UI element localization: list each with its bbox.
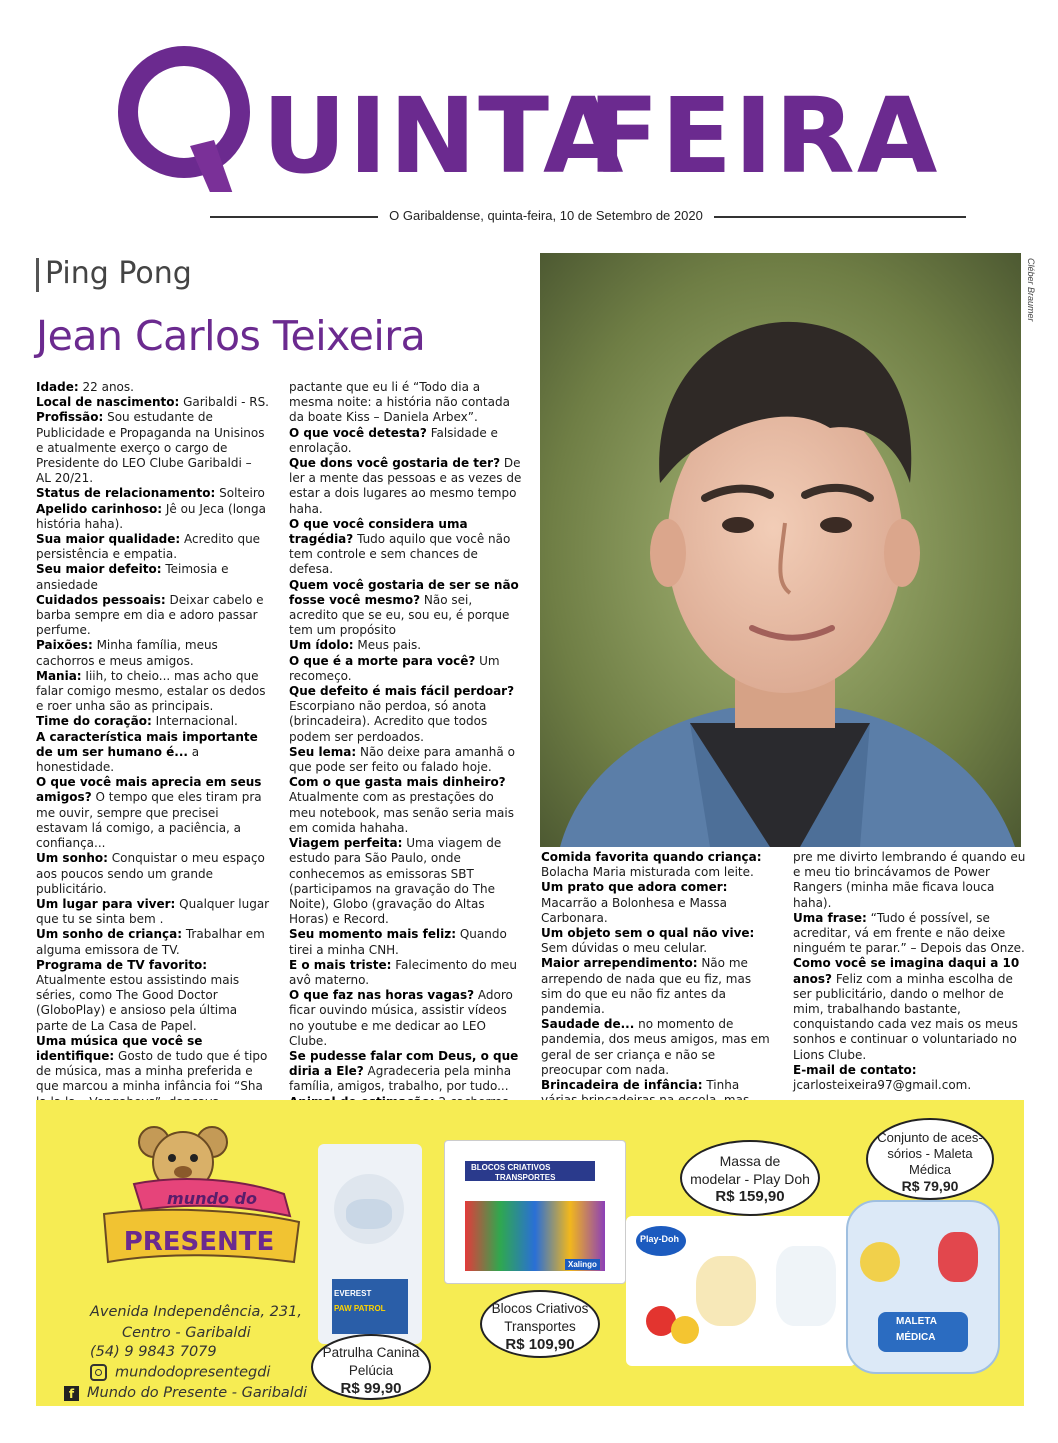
interview-entry	[289, 927, 523, 957]
interview-question: O que você considera uma tragédia?	[289, 516, 468, 547]
playdoh-box-brand: Play-Doh	[640, 1234, 680, 1244]
interview-answer: Atualmente com as prestações do meu notebook, mas senão seria mais em comida hahaha.	[289, 790, 514, 835]
interview-answer: Deixar cabelo e barba sempre em dia e adoro passar perfume.	[36, 592, 264, 638]
interview-entry	[289, 654, 523, 684]
interview-entry	[289, 380, 523, 426]
interview-entry	[36, 851, 270, 897]
interview-answer: Internacional.	[151, 714, 238, 729]
interview-answer: Sem dúvidas o meu celular.	[541, 941, 708, 956]
interview-question: Um sonho:	[36, 851, 108, 866]
interview-question: Que dons você gostaria de ter?	[289, 456, 501, 471]
interview-answer: Atualmente estou assistindo mais séries, como The Good Doctor (GloboPlay) e ansioso pela última parte de La Casa de Papel.	[36, 972, 240, 1033]
medical-kit-label-2: MÉDICA	[896, 1332, 936, 1343]
interview-answer: Trabalhar em alguma emissora de TV.	[36, 927, 265, 957]
interview-answer: Minha família, meus cachorros e meus amigos.	[36, 638, 218, 668]
headline: Jean Carlos Teixeira	[36, 312, 426, 360]
product-name-kit-1: Conjunto de aces-	[877, 1130, 983, 1145]
interview-entry	[36, 897, 270, 927]
interview-answer: Adoro ficar ouvindo música, assistir vídeos no youtube e me dedicar ao LEO Clube.	[289, 988, 513, 1048]
interview-question: Quem você gostaria de ser se não fosse você mesmo?	[289, 577, 519, 607]
interview-question: E o mais triste:	[289, 957, 392, 972]
blocks-box-title-2: TRANSPORTES	[495, 1173, 556, 1182]
product-name-kit-2: sórios - Maleta	[887, 1146, 973, 1161]
interview-answer: Não me arrependo de nada que eu fiz, mas sim do que eu não fiz antes da pandemia.	[541, 956, 752, 1017]
plush-box-label-1: EVEREST	[334, 1289, 372, 1298]
interview-question: Cuidados pessoais:	[36, 592, 166, 607]
interview-column-4	[793, 850, 1027, 1093]
portrait-illustration	[540, 253, 1021, 847]
interview-question: Time do coração:	[36, 714, 152, 729]
interview-entry	[289, 745, 523, 775]
interview-question: Profissão:	[36, 410, 104, 425]
interview-question: A característica mais importante de um ser humano é...	[36, 729, 258, 759]
ad-facebook: Mundo do Presente - Garibaldi	[87, 1385, 308, 1401]
mundo-do-presente-logo	[94, 1122, 304, 1270]
interview-question: Maior arrependimento:	[541, 956, 698, 971]
masthead-word-1: UINTA	[262, 75, 626, 197]
interview-entry	[289, 775, 523, 836]
interview-question: Status de relacionamento:	[36, 486, 216, 501]
product-name-blocks-2: Transportes	[504, 1319, 576, 1334]
interview-answer: Bolacha Maria misturada com leite.	[541, 865, 754, 880]
interview-answer: Escorpiano não perdoa, só anota (brincadeira). Acredito que todos podem ser perdoados.	[289, 699, 488, 744]
interview-entry	[36, 532, 270, 562]
interview-entry	[289, 988, 523, 1049]
product-price-blocks: R$ 109,90	[505, 1336, 575, 1353]
interview-answer: pre me divirto lembrando é quando eu e meu tio brincávamos de Power Rangers (minha mãe ficava louca haha).	[793, 850, 1026, 910]
section-text: Ping Pong	[45, 256, 192, 291]
interview-entry	[36, 593, 270, 639]
interview-question: Como você se imagina daqui a 10 anos?	[793, 956, 1020, 986]
interview-entry	[36, 502, 270, 532]
interview-question: Sua maior qualidade:	[36, 532, 181, 547]
interview-answer: Teimosia e ansiedade	[36, 562, 229, 592]
interview-answer: no momento de pandemia, dos meus amigos, mas em geral de ser criança e não se preocupar com nada.	[541, 1017, 770, 1077]
interview-answer: Tudo aquilo que você não tem controle e sem chances de defesa.	[289, 532, 511, 577]
interview-column-1	[36, 380, 270, 1171]
interview-answer: jcarlosteixeira97@gmail.com.	[793, 1078, 972, 1093]
interview-entry	[36, 730, 270, 776]
interview-entry	[541, 880, 775, 926]
interview-column-3	[541, 850, 775, 1124]
interview-answer: Macarrão a Bolonhesa e Massa Carbonara.	[541, 895, 728, 925]
masthead	[0, 0, 1058, 240]
interview-column-2	[289, 380, 523, 1125]
ad-address-1: Avenida Independência, 231,	[90, 1304, 302, 1320]
interview-entry	[289, 684, 523, 745]
ad-address-2: Centro - Garibaldi	[122, 1325, 251, 1341]
interview-answer: Gosto de tudo que é tipo de música, mas a minha preferida e que marcou a minha infância foi “Sha	[36, 1048, 268, 1094]
interview-entry	[289, 578, 523, 639]
masthead-rule-left	[210, 216, 378, 218]
interview-answer: pactante que eu li é “Todo dia a mesma noite: a história não contada da boate Kiss – Daniela Arbex”.	[289, 380, 510, 425]
interview-entry	[36, 927, 270, 957]
interview-entry	[36, 486, 270, 501]
masthead-word-2: FEIRA	[588, 75, 940, 197]
interview-answer: 22 anos.	[78, 380, 134, 394]
product-bubble-blocks	[480, 1290, 600, 1358]
interview-entry	[289, 638, 523, 653]
interview-question: Um objeto sem o qual não vive:	[541, 926, 755, 941]
masthead-rule-right	[714, 216, 966, 218]
product-price-plush: R$ 99,90	[340, 1380, 402, 1397]
interview-answer: O tempo que eles tiram pra me ouvir, sempre que precisei estavam lá comigo, a paciência, a confiança...	[36, 790, 262, 851]
interview-answer: Qualquer lugar que tu se sinta bem .	[36, 896, 270, 927]
medical-kit-label-1: MALETA	[896, 1316, 937, 1327]
interview-answer: Não sei, acredito que se eu, sou eu, é porque tem um propósito	[289, 592, 510, 638]
interview-answer: Garibaldi - RS.	[179, 395, 269, 410]
product-image-blocks	[444, 1140, 626, 1284]
interview-answer: Jê ou Jeca (longa história haha).	[36, 501, 266, 531]
interview-answer: Uma viagem de estudo para São Paulo, onde conhecemos as emissoras SBT (participamos na gravação do The Noite), Globo (gravação do Altas Horas) e Record.	[289, 836, 502, 927]
interview-entry	[36, 395, 270, 410]
interview-question: Se pudesse falar com Deus, o que diria a Ele?	[289, 1048, 519, 1079]
interview-entry	[541, 926, 775, 956]
interview-entry	[36, 410, 270, 486]
interview-question: Uma frase:	[793, 910, 867, 925]
interview-question: Seu lema:	[289, 744, 357, 759]
interview-entry	[793, 850, 1027, 911]
interview-question: Brincadeira de infância:	[541, 1078, 703, 1093]
product-bubble-plush	[311, 1334, 431, 1400]
interview-answer: Um recomeço.	[289, 653, 500, 683]
product-bubble-playdoh	[680, 1140, 820, 1216]
interview-answer: Meus pais.	[353, 638, 422, 653]
product-name-blocks-1: Blocos Criativos	[491, 1301, 589, 1316]
section-bar	[36, 258, 39, 292]
interview-answer: Quando tirei a minha CNH.	[289, 927, 507, 957]
interview-question: Idade:	[36, 380, 79, 394]
interview-entry	[289, 426, 523, 456]
interview-question: Uma música que você se identifique:	[36, 1033, 203, 1063]
product-name-playdoh-1: Massa de	[719, 1153, 781, 1169]
interview-entry	[793, 1063, 1027, 1093]
interview-entry	[793, 956, 1027, 1062]
blocks-box-title-1: BLOCOS CRIATIVOS	[471, 1163, 551, 1172]
interview-question: Paixões:	[36, 638, 93, 653]
interview-question: Local de nascimento:	[36, 395, 180, 410]
advertisement	[36, 1100, 1024, 1406]
dateline: O Garibaldense, quinta-feira, 10 de Setembro de 2020	[389, 208, 703, 223]
interview-answer: De ler a mente das pessoas e as vezes de estar a dois lugares ao mesmo tempo haha.	[289, 456, 522, 516]
interview-question: O que faz nas horas vagas?	[289, 988, 475, 1003]
interview-answer: Acredito que persistência e empatia.	[36, 532, 261, 562]
interview-entry	[36, 638, 270, 668]
interview-question: O que é a morte para você?	[289, 653, 476, 668]
interview-entry	[289, 958, 523, 988]
masthead-q-logo	[112, 42, 262, 192]
product-name-playdoh-2: modelar - Play Doh	[690, 1171, 810, 1187]
facebook-icon: f	[64, 1386, 79, 1401]
interview-question: Um ídolo:	[289, 638, 354, 653]
portrait-photo	[540, 253, 1021, 847]
interview-question: Programa de TV favorito:	[36, 957, 208, 972]
ad-facebook-row	[64, 1385, 307, 1401]
interview-answer: Tinha	[706, 1078, 740, 1093]
interview-question: Um lugar para viver:	[36, 896, 176, 911]
interview-question: Seu momento mais feliz:	[289, 927, 456, 942]
interview-entry	[541, 1017, 775, 1078]
interview-entry	[36, 958, 270, 1034]
interview-entry	[36, 775, 270, 851]
interview-question: Comida favorita quando criança:	[541, 850, 762, 864]
interview-answer: Solteiro	[215, 486, 265, 501]
blocks-box-brand: Xalingo	[565, 1259, 600, 1270]
interview-question: Um sonho de criança:	[36, 927, 183, 942]
interview-question: O que você mais aprecia em seus amigos?	[36, 775, 262, 805]
interview-entry	[541, 850, 775, 880]
instagram-icon	[90, 1364, 107, 1381]
interview-entry	[36, 669, 270, 715]
product-name-plush-1: Patrulha Canina	[322, 1345, 420, 1360]
interview-answer: Conquistar o meu espaço aos poucos sendo um grande publicitário.	[36, 851, 265, 896]
interview-answer: Falsidade e enrolação.	[289, 425, 498, 455]
interview-question: O que você detesta?	[289, 425, 427, 440]
product-image-medical-kit	[846, 1200, 1000, 1374]
interview-answer: Iiih, to cheio... mas acho que falar comigo mesmo, estalar os dedos e roer unha são as principais.	[36, 668, 266, 714]
plush-box-label-2: PAW PATROL	[334, 1304, 386, 1313]
interview-answer: Feliz com a minha escolha de ser publicitário, dando o melhor de mim, trabalhando bastante, conquistando cada vez mais os meus sonhos e continuar o voluntariado no Lions Clube.	[793, 971, 1018, 1062]
interview-question: Um prato que adora comer:	[541, 880, 728, 895]
interview-question: Apelido carinhoso:	[36, 501, 163, 516]
interview-entry	[36, 380, 270, 395]
interview-answer: Não deixe para amanhã o que pode ser feito ou falado hoje.	[289, 744, 515, 775]
interview-question: Viagem perfeita:	[289, 836, 403, 851]
interview-question: Com o que gasta mais dinheiro?	[289, 775, 506, 790]
interview-entry	[541, 956, 775, 1017]
interview-answer: a honestidade.	[36, 744, 200, 775]
interview-answer: Falecimento do meu avô materno.	[289, 957, 518, 987]
interview-question: Seu maior defeito:	[36, 562, 162, 577]
product-name-plush-2: Pelúcia	[348, 1363, 394, 1378]
interview-question: Saudade de...	[541, 1017, 635, 1032]
interview-question: Que defeito é mais fácil perdoar?	[289, 684, 515, 699]
product-price-kit: R$ 79,90	[901, 1178, 959, 1194]
product-image-playdoh	[626, 1216, 856, 1366]
product-bubble-medical-kit	[866, 1118, 994, 1200]
logo-main-text: PRESENTE	[123, 1227, 275, 1257]
product-price-playdoh: R$ 159,90	[715, 1188, 785, 1205]
product-name-kit-3: Médica	[909, 1162, 951, 1177]
interview-entry	[289, 456, 523, 517]
ad-phone: (54) 9 9843 7079	[90, 1344, 217, 1360]
interview-entry	[289, 1049, 523, 1095]
interview-entry	[289, 517, 523, 578]
interview-answer: Agradeceria pela minha família, amigos, trabalho, por tudo...	[289, 1064, 512, 1094]
interview-question: E-mail de contato:	[793, 1062, 917, 1077]
section-label	[36, 256, 192, 292]
logo-top-text: mundo do	[167, 1189, 257, 1208]
interview-entry	[36, 562, 270, 592]
ad-instagram-row	[90, 1364, 270, 1381]
interview-answer: “Tudo é possível, se acreditar, vá em frente e não deixe ninguém te parar.” – Depois das Onze.	[793, 910, 1025, 956]
interview-entry	[36, 714, 270, 729]
product-image-plush	[318, 1144, 422, 1344]
interview-entry	[793, 911, 1027, 957]
interview-entry	[289, 836, 523, 927]
ad-instagram: mundodopresentegdi	[115, 1364, 271, 1381]
interview-answer: Sou estudante de Publicidade e Propaganda na Unisinos e atualmente exerço o cargo de Presidente do LEO Clube Garibaldi – AL 20/21.	[36, 410, 265, 486]
photo-credit: Cléber Braumer	[1026, 258, 1036, 322]
interview-question: Mania:	[36, 668, 82, 683]
